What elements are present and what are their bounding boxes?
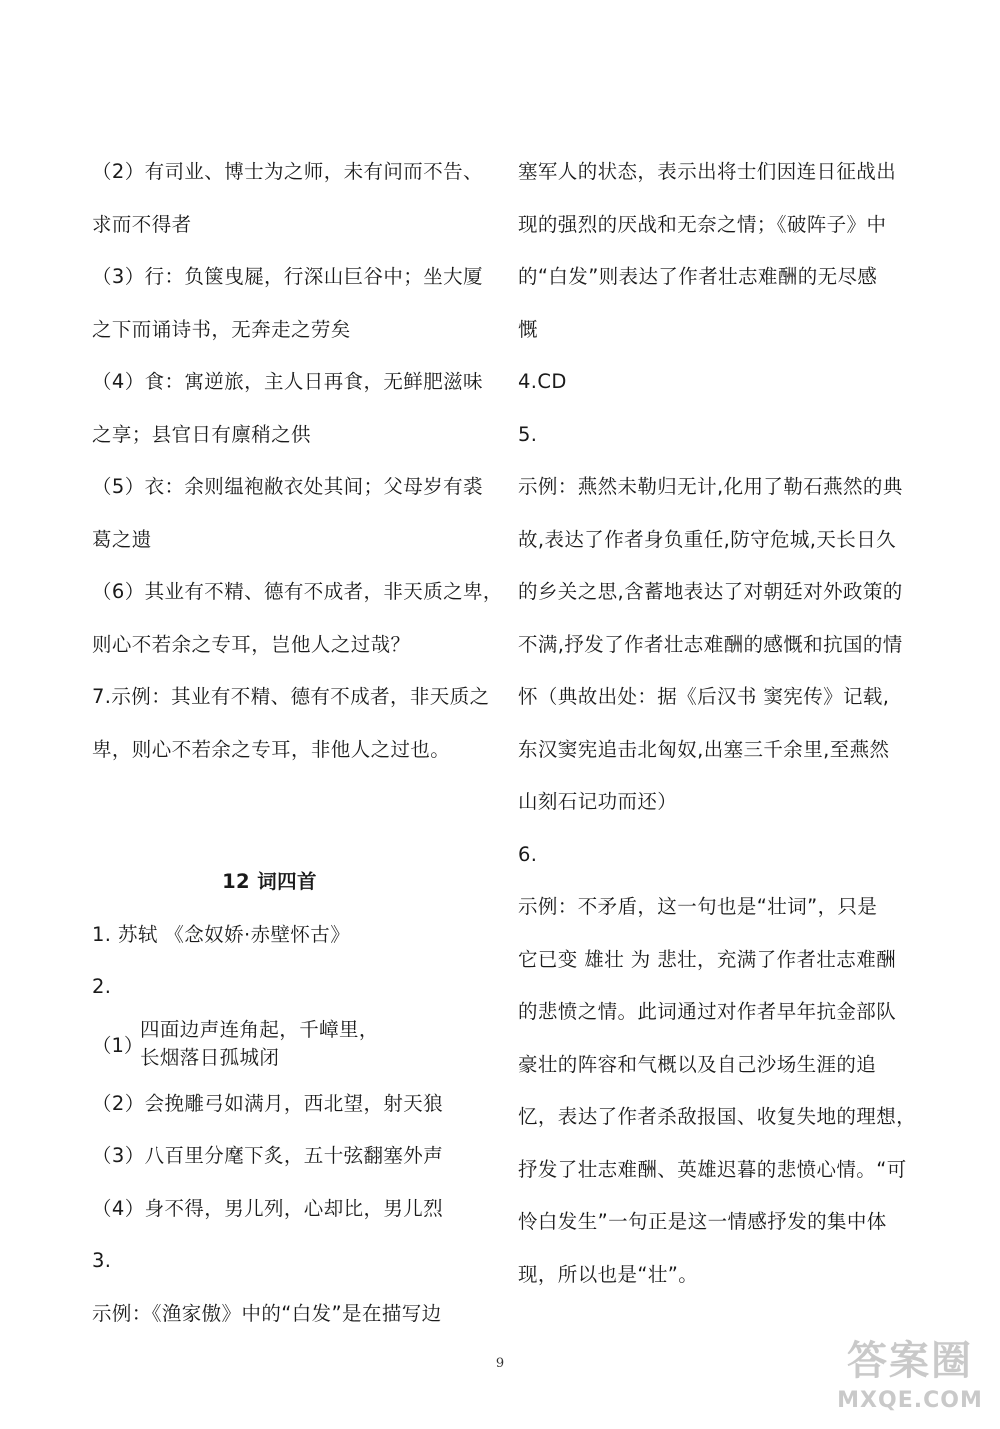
text-line: 豪壮的阵容和气概以及自己沙场生涯的追 bbox=[518, 1052, 877, 1076]
spacer bbox=[92, 782, 487, 862]
text-line: 7.示例：其业有不精、德有不成者，非天质之 bbox=[92, 685, 490, 708]
watermark-url: MXQE.COM bbox=[837, 1388, 983, 1413]
answer-2-3: （3）八百里分麾下炙，五十弦翻塞外声 bbox=[92, 1144, 444, 1167]
text-line: 现的强烈的厌战和无奈之情；《破阵子》中 bbox=[518, 212, 887, 236]
text-line: 怜白发生”一句正是这一情感抒发的集中体 bbox=[518, 1210, 887, 1233]
text-line: 示例：不矛盾，这一句也是“壮词”，只是 bbox=[518, 895, 878, 918]
text-line: （5）衣：余则缊袍敝衣处其间；父母岁有裘 bbox=[92, 475, 483, 498]
text-line: 的“白发”则表达了作者壮志难酬的无尽感 bbox=[518, 265, 878, 288]
text-line: 塞军人的状态，表示出将士们因连日征战出 bbox=[518, 160, 897, 183]
text-line: （3）行：负箧曳屣，行深山巨谷中；坐大厦 bbox=[92, 265, 483, 288]
text-line: 之享；县官日有廪稍之供 bbox=[92, 422, 311, 446]
answer-2-4: （4）身不得，男儿列，心却比，男儿烈 bbox=[92, 1196, 444, 1220]
text-line: 则心不若余之专耳，岂他人之过哉？ bbox=[92, 632, 411, 656]
text-line: 卑，则心不若余之专耳，非他人之过也。 bbox=[92, 737, 451, 761]
question-1: 1. 苏轼 《念奴娇·赤壁怀古》 bbox=[92, 922, 351, 946]
answer-number: （1） bbox=[92, 1033, 144, 1057]
text-line: 忆，表达了作者杀敌报国、收复失地的理想， bbox=[518, 1105, 917, 1128]
text-line: 葛之遗 bbox=[92, 527, 152, 551]
answer-2-2: （2）会挽雕弓如满月，西北望，射天狼 bbox=[92, 1091, 444, 1115]
text-line: 现，所以也是“壮”。 bbox=[518, 1262, 699, 1286]
text-line: 山刻石记功而还） bbox=[518, 790, 678, 813]
text-line: 4.CD bbox=[518, 370, 567, 393]
text-line: 抒发了壮志难酬、英雄迟暮的悲愤心情。“可 bbox=[518, 1157, 907, 1181]
answer-2-1 bbox=[92, 1016, 487, 1072]
answer-line: 长烟落日孤城闭 bbox=[140, 1045, 280, 1069]
text-line: 不满,抒发了作者壮志难酬的感慨和抗国的情 bbox=[518, 632, 903, 656]
left-column bbox=[92, 152, 503, 1346]
text-line: 求而不得者 bbox=[92, 212, 192, 236]
watermark-logo bbox=[830, 1335, 990, 1425]
text-line: 5. bbox=[518, 422, 538, 446]
text-line: 故,表达了作者身负重任,防守危城,天长日久 bbox=[518, 527, 896, 551]
question-3: 3. bbox=[92, 1249, 112, 1272]
text-line: 慨 bbox=[518, 317, 538, 341]
text-line: 的乡关之思,含蓄地表达了对朝廷对外政策的 bbox=[518, 580, 903, 603]
page-number: 9 bbox=[495, 1356, 505, 1371]
text-line: 它已变 雄壮 为 悲壮，充满了作者壮志难酬 bbox=[518, 947, 896, 971]
text-line: （4）食：寓逆旅，主人日再食，无鲜肥滋味 bbox=[92, 370, 483, 393]
answer-3: 示例：《渔家傲》中的“白发”是在描写边 bbox=[92, 1301, 442, 1325]
answer-text bbox=[140, 1016, 379, 1072]
text-line: 怀（典故出处：据《后汉书 窦宪传》记载, bbox=[518, 685, 890, 708]
text-line: 的悲愤之情。此词通过对作者早年抗金部队 bbox=[518, 1000, 897, 1023]
text-line: （2）有司业、博士为之师，未有问而不告、 bbox=[92, 160, 483, 183]
question-2: 2. bbox=[92, 975, 112, 998]
answer-line: 四面边声连角起，千嶂里， bbox=[140, 1017, 379, 1041]
text-line: 6. bbox=[518, 842, 538, 866]
text-line: 之下而诵诗书，无奔走之劳矣 bbox=[92, 317, 351, 341]
right-column bbox=[518, 152, 917, 1307]
text-line: （6）其业有不精、德有不成者，非天质之卑， bbox=[92, 580, 503, 603]
watermark-text: 答案圈 bbox=[847, 1338, 973, 1384]
text-line: 东汉窦宪追击北匈奴,出塞三千余里,至燕然 bbox=[518, 737, 890, 761]
section-title: 12 词四首 bbox=[222, 870, 317, 893]
text-line: 示例：燕然未勒归无计,化用了勒石燕然的典 bbox=[518, 475, 903, 498]
